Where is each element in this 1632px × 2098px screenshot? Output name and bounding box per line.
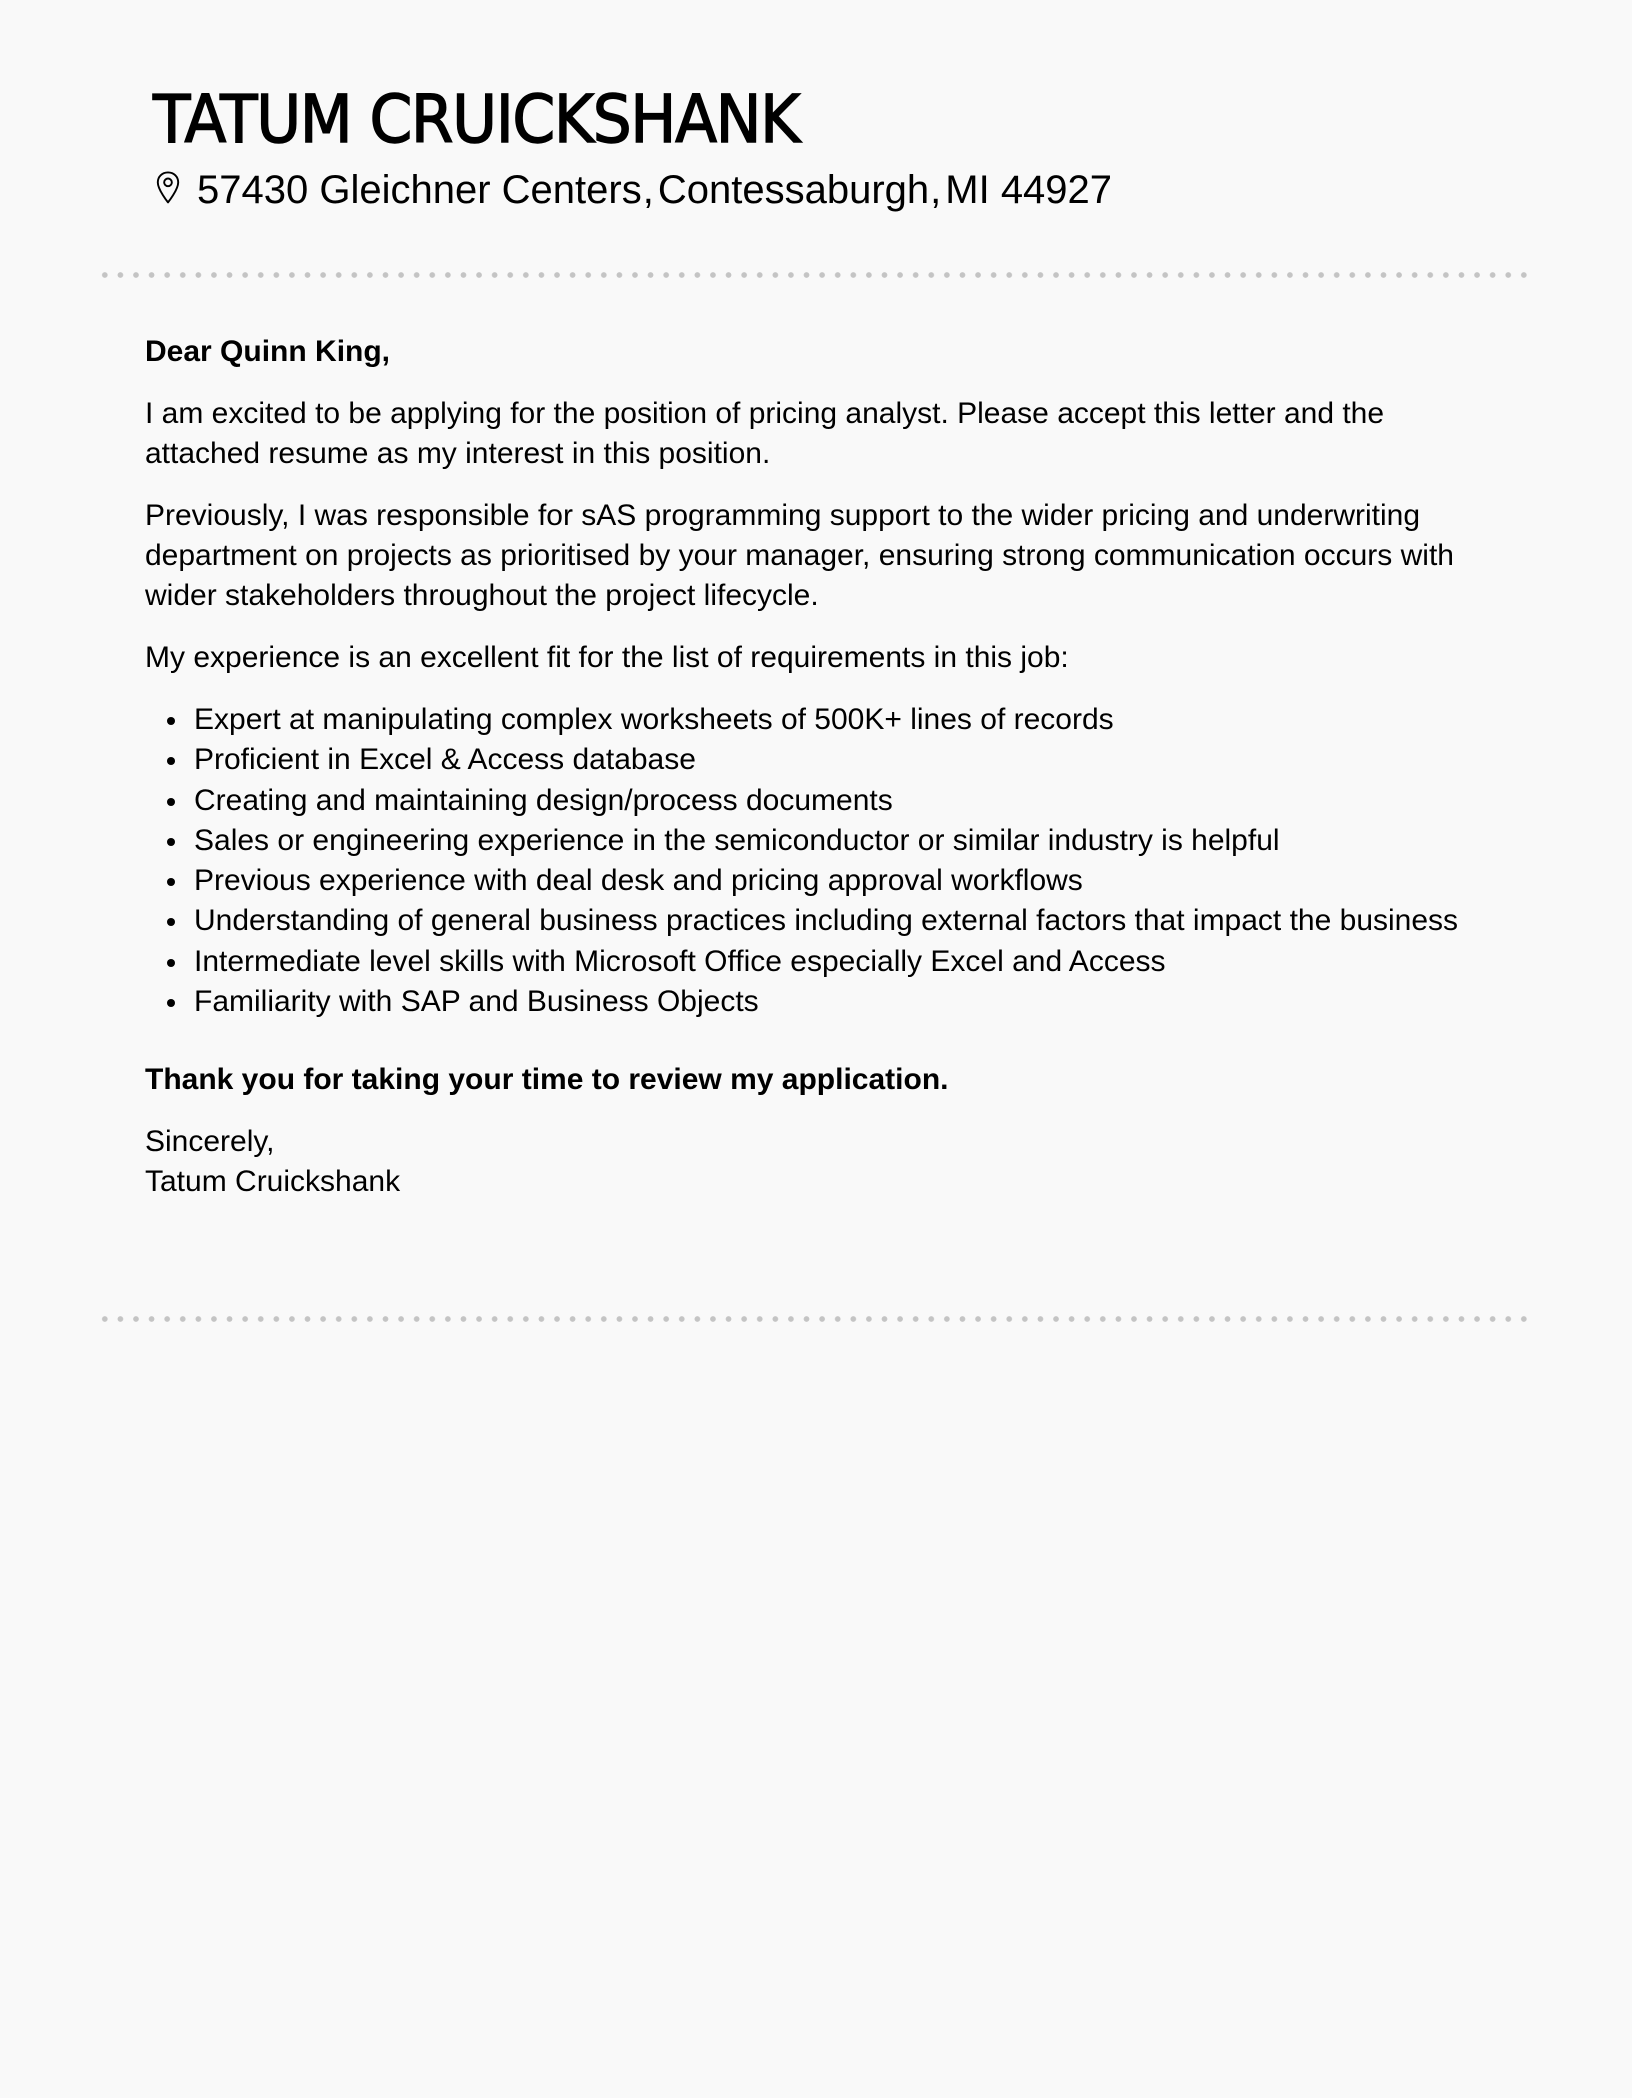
address — [197, 162, 1112, 218]
list-item: Familiarity with SAP and Business Objects — [145, 982, 1485, 1022]
list-item: Creating and maintaining design/process documents — [145, 781, 1485, 821]
bottom-dotted-divider — [97, 1316, 1535, 1322]
address-separator: , — [642, 168, 654, 212]
applicant-name: TATUM CRUICKSHANK — [153, 81, 800, 158]
closing: Sincerely, — [145, 1125, 275, 1159]
requirements-list — [145, 700, 1485, 1022]
list-item: Sales or engineering experience in the semiconductor or similar industry is helpful — [145, 821, 1485, 861]
requirements-intro: My experience is an excellent fit for the list of requirements in this job: — [145, 641, 1069, 674]
signature-name: Tatum Cruickshank — [145, 1165, 401, 1199]
address-city: Contessaburgh — [657, 168, 930, 212]
address-street: 57430 Gleichner Centers — [197, 168, 642, 212]
sign-off — [145, 1122, 1485, 1202]
list-item: Intermediate level skills with Microsoft Office especially Excel and Access — [145, 942, 1485, 982]
list-item: Expert at manipulating complex worksheets of 500K+ lines of records — [145, 700, 1485, 740]
address-separator: , — [930, 168, 942, 212]
list-item: Previous experience with deal desk and pricing approval workflows — [145, 861, 1485, 901]
list-item: Understanding of general business practices including external factors that impact the business — [145, 901, 1485, 941]
list-item: Proficient in Excel & Access database — [145, 740, 1485, 780]
intro-paragraph: I am excited to be applying for the position of pricing analyst. Please accept this letter and the attached resume as my interest in this position. — [145, 397, 1385, 470]
top-dotted-divider — [97, 272, 1535, 278]
experience-paragraph: Previously, I was responsible for sAS programming support to the wider pricing and underwriting department on projects as prioritised by your manager, ensuring strong communication occurs with wider stakeholders throughout the project lifecycle. — [145, 499, 1454, 612]
salutation: Dear Quinn King, — [145, 335, 391, 368]
letter-body — [145, 332, 1485, 1224]
thank-you-line: Thank you for taking your time to review my application. — [145, 1063, 949, 1097]
letter-header — [153, 78, 1493, 218]
map-pin-icon — [153, 170, 183, 206]
address-state-zip: MI 44927 — [945, 168, 1113, 212]
address-row — [153, 162, 1493, 218]
